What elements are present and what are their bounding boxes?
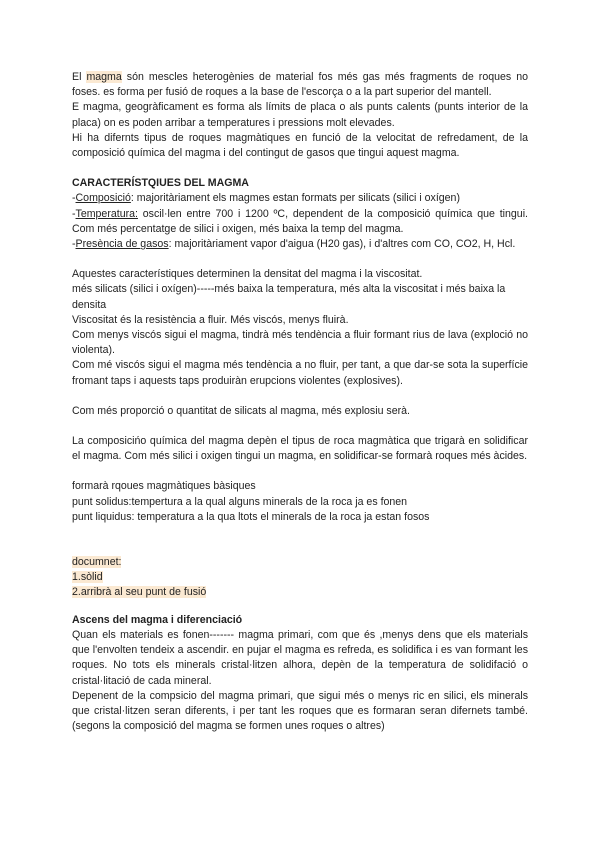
feature-item: -Presència de gasos: majoritàriament vapor d'aigua (H20 gas), i d'altres com CO, CO2, H, Hcl.: [72, 238, 516, 251]
feature-item: -Temperatura: oscil·len entre 700 i 1200 ºC, dependent de la composició química que tingui. Com més percentatge de silici i oxigen, més baixa la temp del magma.: [72, 207, 528, 235]
ascent-paragraph-1: Quan els materials es fonen------- magma primari, com que és ,menys dens que els materials que l'envolten tendeix a ascendir. en pujar el magma es refreda, es solidifica i es van formant les roques. No tots els minerals cristal·litzen alhora, depèn de la temperatura de solidifació o cristal·litació de cada mineral.: [72, 628, 528, 687]
highlighted-word: magma: [86, 71, 122, 83]
ascent-heading: Ascens del magma i diferenciació: [72, 613, 243, 626]
document-page: [72, 70, 528, 734]
density-paragraph-5: Com mé viscós sigui el magma més tendència a no fluir, per tant, a que dar-se sota la superfície fromant taps i aquests taps produiràn erupcions violentes (explosives).: [72, 359, 528, 387]
highlight-line-2: 1.sòlid: [72, 571, 103, 584]
highlight-line-1: documnet:: [72, 556, 122, 569]
notes-line-1: formarà rqoues magmàtiques bàsiques: [72, 480, 256, 493]
density-paragraph-2: més silicats (silici i oxígen)-----més baixa la temperatura, més alta la viscositat i més baixa la densita: [72, 283, 506, 311]
highlight-line-3: 2.arribrà al seu punt de fusió: [72, 586, 207, 599]
ascent-paragraph-2: Depenent de la compsicio del magma primari, que sigui més o menys ric en silici, els minerals que cristal·litzen seran diferents, i per tant les roques que es formaran seran difernets també. (segons la composició del magma se formen unes roques o altres): [72, 689, 528, 733]
intro-paragraph-3: Hi ha difernts tipus de roques magmàtiques en funció de la velocitat de refredament, de la composició química del magma i del contingut de gasos que tingui aquest magma.: [72, 131, 528, 160]
feature-item: -Composició: majoritàriament els magmes estan formats per silicats (silici i oxígen): [72, 192, 460, 205]
composition-paragraph: La composicińo química del magma depèn el tipus de roca magmàtica que trigarà en solidificar el magma. Com més silici i oxigen tingui un magma, en solidificar-se formarà roques més àcides.: [72, 435, 528, 463]
explosive-paragraph: Com més proporció o quantitat de silicats al magma, més explosiu serà.: [72, 404, 410, 417]
density-paragraph-3: Viscositat és la resistència a fluir. Més viscós, menys fluirà.: [72, 313, 349, 326]
notes-line-2: punt solidus:tempertura a la qual alguns minerals de la roca ja es fonen: [72, 495, 408, 508]
density-paragraph-1: Aquestes característiques determinen la densitat del magma i la viscositat.: [72, 268, 423, 281]
intro-paragraph-1: El magma són mescles heterogènies de material fos més gas més fragments de roques no foses. es forma per fusió de roques a la base de l'escorça o a la part superior del mantell.: [72, 71, 528, 99]
notes-line-3: punt liquidus: temperatura a la qua ltots el minerals de la roca ja estan fosos: [72, 510, 430, 523]
intro-paragraph-2: E magma, geogràficament es forma als límits de placa o als punts calents (punts interior de la placa) on es poden arribar a temperatures i pressions molt elevades.: [72, 101, 528, 129]
density-paragraph-4: Com menys viscós sigui el magma, tindrà més tendència a fluir formant rius de lava (exploció no violenta).: [72, 329, 528, 357]
features-heading: CARACTERÍSTQIUES DEL MAGMA: [72, 177, 249, 190]
